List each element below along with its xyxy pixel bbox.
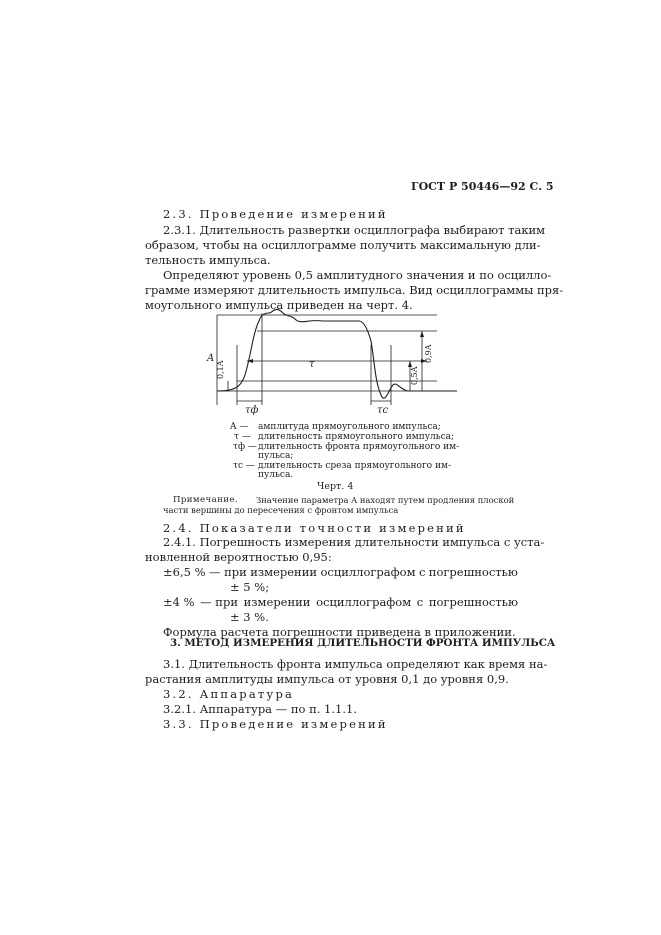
section-3-2-heading: 3.2. Аппаратура — [163, 687, 295, 701]
section-3-title: 3. МЕТОД ИЗМЕРЕНИЯ ДЛИТЕЛЬНОСТИ ФРОНТА ИМПУЛЬСА — [170, 637, 556, 649]
legend-tauc-symbol: τс — — [233, 461, 255, 471]
paragraph-2-3-2-line3: моугольного импульса приведен на черт. 4. — [145, 298, 413, 312]
label-tau: τ — [309, 359, 315, 370]
label-09a: 0,9A — [424, 344, 433, 363]
paragraph-3-2-1: 3.2.1. Аппаратура — по п. 1.1.1. — [163, 702, 357, 716]
paragraph-2-3-2-line1: Определяют уровень 0,5 амплитудного значения и по осцилло- — [163, 268, 552, 282]
error-item-1-tail: ± 5 %; — [230, 580, 270, 594]
label-tau-front: τф — [245, 405, 259, 416]
note-text-line2: части вершины до пересечения с фронтом импульса — [163, 505, 399, 515]
paragraph-2-3-2-line2: грамме измеряют длительность импульса. Вид осциллограммы пря- — [145, 283, 564, 297]
paragraph-2-3-1-line1: 2.3.1. Длительность развертки осциллографа выбирают таким — [163, 223, 546, 237]
paragraph-2-4-1-line2: новленной вероятностью 0,95: — [145, 550, 332, 564]
error-item-1: ±6,5 % — при измерении осциллографом с погрешностью — [163, 565, 518, 579]
paragraph-2-3-1-line3: тельность импульса. — [145, 253, 271, 267]
legend-a-symbol: A — — [230, 422, 249, 432]
legend-tau-symbol: τ — — [234, 432, 251, 442]
page-header: ГОСТ Р 50446—92 С. 5 — [411, 180, 554, 193]
error-item-2-value: ±4 % — [163, 595, 195, 609]
formula-note: Формула расчета погрешности приведена в приложении. — [163, 625, 516, 639]
legend-tau-text: длительность прямоугольного импульса; — [258, 432, 455, 442]
label-tau-cut: τс — [377, 405, 389, 416]
legend-tauf-symbol: τф — — [233, 442, 257, 452]
paragraph-3-1-line2: растания амплитуды импульса от уровня 0,1 до уровня 0,9. — [145, 672, 509, 686]
paragraph-2-4-1-line1: 2.4.1. Погрешность измерения длительности импульса с уста- — [163, 535, 545, 549]
pulse-oscillogram-figure — [195, 305, 465, 420]
paragraph-3-1-line1: 3.1. Длительность фронта импульса определяют как время на- — [163, 657, 548, 671]
note-label: Примечание. — [173, 495, 238, 505]
error-item-1-value: ±6,5 % — [163, 565, 206, 579]
figure-caption: Черт. 4 — [317, 481, 354, 492]
label-01a: 0,1A — [216, 360, 225, 379]
section-3-3-heading: 3.3. Проведение измерений — [163, 717, 388, 731]
error-item-2: ±4 % — при измерении осциллографом с погрешностью — [163, 595, 518, 609]
legend-a-text: амплитуда прямоугольного импульса; — [258, 422, 441, 432]
legend-tauf-text: длительность фронта прямоугольного им- — [258, 442, 460, 452]
section-2-3-heading: 2.3. Проведение измерений — [163, 207, 388, 221]
pulse-waveform — [217, 309, 457, 398]
legend-tauc-text: длительность среза прямоугольного им- — [258, 461, 451, 471]
paragraph-2-3-1-line2: образом, чтобы на осциллограмме получить максимальную дли- — [145, 238, 541, 252]
legend-tauf-text2: пульса; — [258, 451, 294, 461]
label-a: A — [207, 353, 215, 364]
error-item-2-tail: ± 3 %. — [230, 610, 269, 624]
note-text-line1: Значение параметра A находят путем продления плоской — [256, 495, 515, 505]
section-2-4-heading: 2.4. Показатели точности измерений — [163, 521, 466, 535]
label-05a: 0,5A — [410, 366, 419, 385]
legend-tauc-text2: пульса. — [258, 470, 294, 480]
